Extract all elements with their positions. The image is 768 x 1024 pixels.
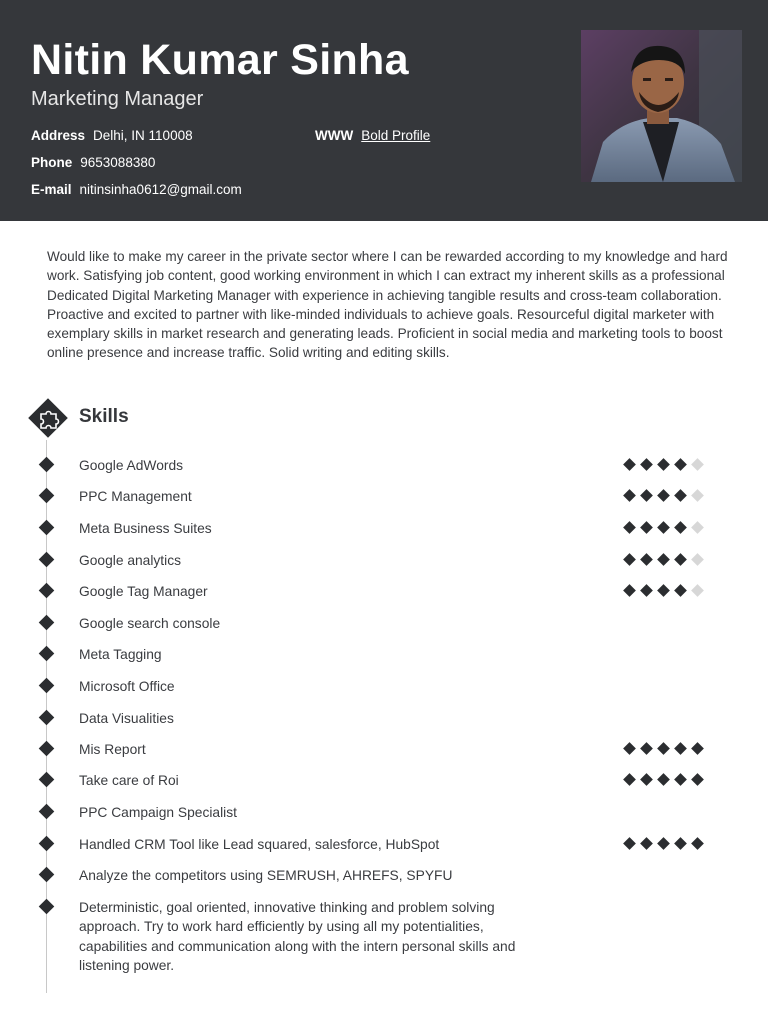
- skill-name: Mis Report: [79, 742, 146, 757]
- skill-bullet-icon: [39, 488, 55, 504]
- rating-filled-icon: [657, 742, 670, 755]
- skill-bullet-icon: [39, 741, 55, 757]
- skill-name: Google AdWords: [79, 458, 184, 473]
- rating-filled-icon: [640, 584, 653, 597]
- skill-name: Meta Business Suites: [79, 521, 212, 536]
- skill-name: PPC Management: [79, 489, 192, 504]
- phone-value: 9653088380: [80, 155, 156, 170]
- profile-photo: [581, 30, 742, 182]
- contact-email: [31, 181, 242, 199]
- skill-item: [0, 898, 768, 973]
- candidate-name: Nitin Kumar Sinha: [31, 36, 409, 84]
- skill-item: [0, 803, 768, 823]
- rating-filled-icon: [623, 553, 636, 566]
- skills-section-icon: [26, 396, 70, 440]
- rating-filled-icon: [657, 584, 670, 597]
- rating-filled-icon: [674, 553, 687, 566]
- rating-filled-icon: [640, 553, 653, 566]
- skill-name: Take care of Roi: [79, 773, 179, 788]
- skill-name: Data Visualities: [79, 711, 174, 726]
- rating-filled-icon: [674, 521, 687, 534]
- skill-name: Google search console: [79, 616, 221, 631]
- skill-name: Deterministic, goal oriented, innovative thinking and problem solving approach. Try to work hard efficiently by using all my potentialities, capabilities and communication along with the intern personal skills and listening power.: [79, 900, 516, 973]
- rating-filled-icon: [640, 742, 653, 755]
- rating-filled-icon: [640, 837, 653, 850]
- rating-empty-icon: [691, 521, 704, 534]
- skill-item: [0, 456, 768, 476]
- skill-rating: [622, 741, 706, 757]
- rating-filled-icon: [623, 742, 636, 755]
- skill-item: [0, 582, 768, 602]
- rating-filled-icon: [640, 489, 653, 502]
- skill-bullet-icon: [39, 710, 55, 726]
- skill-name: Google analytics: [79, 553, 182, 568]
- address-value: Delhi, IN 110008: [93, 128, 193, 143]
- rating-empty-icon: [691, 553, 704, 566]
- rating-empty-icon: [691, 584, 704, 597]
- skill-name: Google Tag Manager: [79, 584, 208, 599]
- rating-filled-icon: [674, 773, 687, 786]
- rating-filled-icon: [674, 584, 687, 597]
- rating-filled-icon: [657, 489, 670, 502]
- rating-filled-icon: [657, 521, 670, 534]
- rating-empty-icon: [691, 458, 704, 471]
- skill-name: Microsoft Office: [79, 679, 175, 694]
- skill-bullet-icon: [39, 552, 55, 568]
- skill-rating: [622, 772, 706, 788]
- rating-filled-icon: [657, 458, 670, 471]
- contact-phone: [31, 154, 155, 172]
- address-label: Address: [31, 128, 86, 143]
- career-summary: Would like to make my career in the private sector where I can be rewarded according to my knowledge and hard work. Satisfying job content, good working environment in which I can extract my inherent skills as a professional Dedicated Digital Marketing Manager with experience in achieving tangible results and cross-team collaboration. Proactive and excited to partner with like-minded individuals to achieve goals. Resourceful digital marketer with exemplary skills in market research and generating leads. Proficient in social media and marketing tools to boost online presence and increase traffic. Solid writing and editing skills.: [47, 249, 728, 361]
- rating-filled-icon: [623, 458, 636, 471]
- contact-www: [315, 127, 430, 145]
- contact-address: [31, 127, 193, 145]
- skill-bullet-icon: [39, 583, 55, 599]
- skill-rating: [622, 520, 706, 536]
- skill-name: PPC Campaign Specialist: [79, 805, 237, 820]
- rating-filled-icon: [623, 521, 636, 534]
- rating-filled-icon: [691, 742, 704, 755]
- skill-rating: [622, 836, 706, 852]
- skill-item: [0, 677, 768, 697]
- rating-filled-icon: [674, 458, 687, 471]
- skill-bullet-icon: [39, 520, 55, 536]
- rating-empty-icon: [691, 489, 704, 502]
- skill-name: Meta Tagging: [79, 647, 162, 662]
- skill-item: [0, 551, 768, 571]
- skill-item: [0, 709, 768, 729]
- rating-filled-icon: [623, 584, 636, 597]
- skill-bullet-icon: [39, 678, 55, 694]
- rating-filled-icon: [640, 773, 653, 786]
- rating-filled-icon: [657, 837, 670, 850]
- rating-filled-icon: [674, 837, 687, 850]
- phone-label: Phone: [31, 155, 73, 170]
- rating-filled-icon: [640, 521, 653, 534]
- skill-name: Analyze the competitors using SEMRUSH, AHREFS, SPYFU: [79, 868, 453, 883]
- profile-link[interactable]: Bold Profile: [361, 128, 431, 143]
- skill-bullet-icon: [39, 836, 55, 852]
- skill-rating: [622, 552, 706, 568]
- skill-bullet-icon: [39, 615, 55, 631]
- rating-filled-icon: [623, 773, 636, 786]
- rating-filled-icon: [657, 553, 670, 566]
- candidate-role: Marketing Manager: [31, 88, 204, 110]
- skill-bullet-icon: [39, 457, 55, 473]
- skill-bullet-icon: [39, 772, 55, 788]
- rating-filled-icon: [623, 837, 636, 850]
- rating-filled-icon: [623, 489, 636, 502]
- skill-item: [0, 866, 768, 886]
- skill-item: [0, 614, 768, 634]
- rating-filled-icon: [657, 773, 670, 786]
- skill-rating: [622, 457, 706, 473]
- skill-item: [0, 645, 768, 665]
- email-label: E-mail: [31, 182, 72, 197]
- skill-bullet-icon: [39, 867, 55, 883]
- puzzle-icon: [26, 396, 70, 440]
- skill-bullet-icon: [39, 804, 55, 820]
- skill-item: [0, 487, 768, 507]
- skill-rating: [622, 583, 706, 599]
- www-label: WWW: [315, 128, 354, 143]
- skill-item: [0, 740, 768, 760]
- skill-bullet-icon: [39, 646, 55, 662]
- rating-filled-icon: [640, 458, 653, 471]
- rating-filled-icon: [674, 489, 687, 502]
- skill-item: [0, 771, 768, 791]
- skill-item: [0, 835, 768, 855]
- rating-filled-icon: [691, 837, 704, 850]
- rating-filled-icon: [691, 773, 704, 786]
- skill-item: [0, 519, 768, 539]
- resume-header: [0, 0, 768, 221]
- skills-section-title: Skills: [79, 406, 129, 427]
- rating-filled-icon: [674, 742, 687, 755]
- skill-bullet-icon: [39, 899, 55, 915]
- skill-name: Handled CRM Tool like Lead squared, salesforce, HubSpot: [79, 837, 440, 852]
- email-value: nitinsinha0612@gmail.com: [79, 182, 242, 197]
- skill-rating: [622, 488, 706, 504]
